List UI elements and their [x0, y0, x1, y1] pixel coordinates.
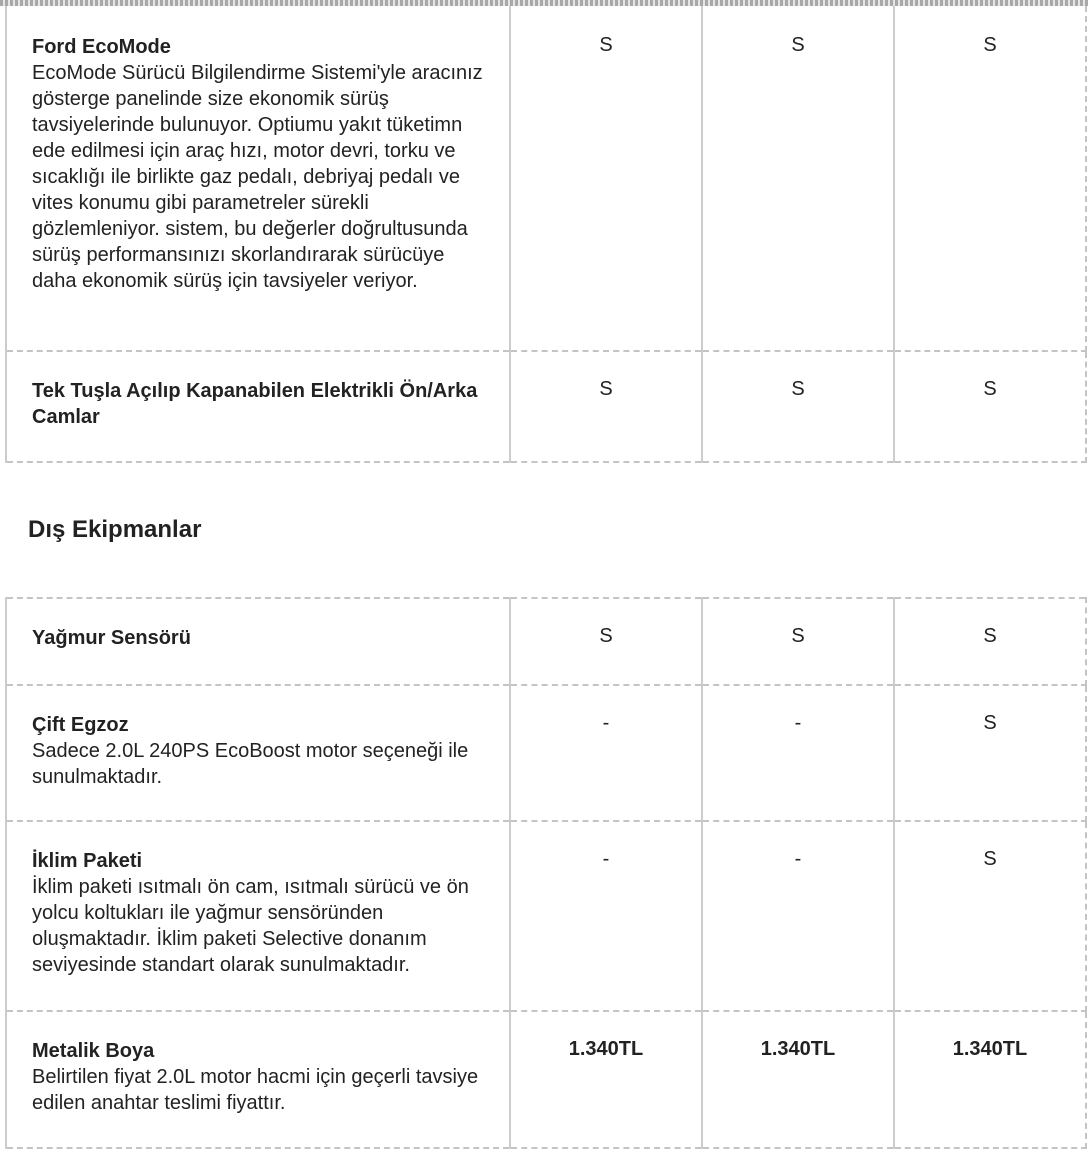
- feature-cell: [6, 821, 510, 1011]
- trim-value-cell: S: [702, 598, 894, 685]
- table-row: [6, 821, 1086, 1011]
- feature-title: Yağmur Sensörü: [32, 627, 191, 649]
- feature-title: Ford EcoMode: [32, 36, 171, 58]
- trim-value-cell: S: [894, 821, 1086, 1011]
- table-row: [6, 685, 1086, 821]
- comfort-equipment-table: [5, 6, 1087, 463]
- feature-cell: [6, 598, 510, 685]
- trim-value-cell: S: [894, 6, 1086, 351]
- trim-value-cell: -: [510, 821, 702, 1011]
- trim-value-cell: S: [894, 351, 1086, 462]
- feature-description: Sadece 2.0L 240PS EcoBoost motor seçeneği ile sunulmaktadır.: [32, 740, 469, 788]
- feature-cell: [6, 6, 510, 351]
- feature-cell: [6, 1011, 510, 1148]
- trim-value-cell: S: [894, 685, 1086, 821]
- trim-value-cell: S: [510, 6, 702, 351]
- feature-cell: [6, 351, 510, 462]
- price-cell: 1.340TL: [894, 1011, 1086, 1148]
- feature-description: Belirtilen fiyat 2.0L motor hacmi için geçerli tavsiye edilen anahtar teslimi fiyattır.: [32, 1066, 479, 1114]
- trim-value-cell: -: [702, 821, 894, 1011]
- feature-title: İklim Paketi: [32, 850, 143, 872]
- trim-value-cell: S: [894, 598, 1086, 685]
- section-heading: Dış Ekipmanlar: [28, 516, 202, 543]
- table-row: [6, 1011, 1086, 1148]
- trim-value-cell: S: [702, 6, 894, 351]
- exterior-equipment-table: [5, 597, 1087, 1149]
- feature-title: Metalik Boya: [32, 1040, 155, 1062]
- trim-value-cell: S: [510, 598, 702, 685]
- feature-description: İklim paketi ısıtmalı ön cam, ısıtmalı sürücü ve ön yolcu koltukları ile yağmur sensöründen oluşmaktadır. İklim paketi Selective donanım seviyesinde standart olarak sunulmaktadır.: [32, 876, 469, 976]
- trim-value-cell: S: [702, 351, 894, 462]
- feature-cell: [6, 685, 510, 821]
- trim-value-cell: S: [510, 351, 702, 462]
- table-row: [6, 6, 1086, 351]
- table-row: [6, 598, 1086, 685]
- feature-title: Tek Tuşla Açılıp Kapanabilen Elektrikli Ön/Arka Camlar: [32, 380, 478, 428]
- trim-value-cell: -: [702, 685, 894, 821]
- table-row: [6, 351, 1086, 462]
- trim-value-cell: -: [510, 685, 702, 821]
- price-cell: 1.340TL: [510, 1011, 702, 1148]
- feature-description: EcoMode Sürücü Bilgilendirme Sistemi'yle aracınız gösterge panelinde size ekonomik sürüş tavsiyelerinde bulunuyor. Optiumu yakıt tüketimn ede edilmesi için araç hızı, motor devri, torku ve sıcaklığı ile birlikte gaz pedalı, debriyaj pedalı ve vites konumu gibi parametreler sürekli gözlemleniyor. sistem, bu değerler doğrultusunda sürüş performansınızı skorlandırarak sürücüye daha ekonomik sürüş için tavsiyeler veriyor.: [32, 62, 483, 292]
- price-cell: 1.340TL: [702, 1011, 894, 1148]
- feature-title: Çift Egzoz: [32, 714, 129, 736]
